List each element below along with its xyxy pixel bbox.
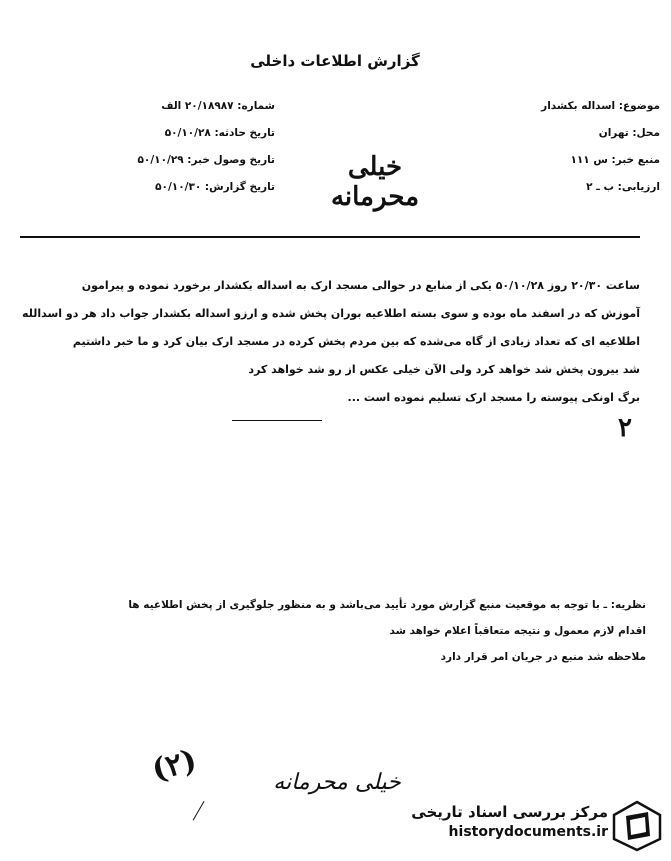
body-line: آموزش که در اسفند ماه بوده و سوی بسته اطلاعیه بوران پخش شده و ارزو اسداله بکشدار جواب داد هر دو اسدالله <box>22 307 640 320</box>
note-line: نظریه: ـ با توجه به موقعیت منبع گزارش مورد تأیید می‌باشد و به منظور جلوگیری از پخش اطلاعیه ها <box>128 599 646 611</box>
header-divider <box>20 236 640 238</box>
handwritten-classification: خیلی محرمانه <box>273 770 401 795</box>
archive-watermark <box>388 802 608 842</box>
document-title: گزارش اطلاعات داخلی <box>250 52 420 70</box>
incident-date: تاریخ حادثه: ۵۰/۱۰/۲۸ <box>164 127 275 139</box>
handwritten-underline <box>232 420 322 421</box>
handwritten-stroke <box>193 801 206 821</box>
body-line: برگ اونکی پیوسته را مسجد ارک تسلیم نموده است ... <box>347 391 640 404</box>
margin-note: ۲ <box>618 413 632 443</box>
evaluation-field: ارزیابی: ب ـ ۲ <box>586 181 660 193</box>
source-field: منبع خبر: س ۱۱۱ <box>570 154 660 166</box>
note-line: اقدام لازم معمول و نتیجه متعاقباً اعلام خواهد شد <box>389 625 646 637</box>
watermark-title: مرکز بررسی اسناد تاریخی <box>411 803 608 821</box>
reference-metadata <box>60 93 275 201</box>
report-number: شماره: ۲۰/۱۸۹۸۷ الف <box>161 100 275 112</box>
handwritten-page-number: (۲) <box>148 742 201 789</box>
receipt-date: تاریخ وصول خبر: ۵۰/۱۰/۲۹ <box>137 154 275 166</box>
archive-logo-icon <box>612 800 662 852</box>
location-field: محل: تهران <box>598 127 660 139</box>
assessment-note <box>40 592 646 670</box>
body-line: اطلاعیه ای که تعداد زیادی از گاه می‌شده که بین مردم پخش کرده در مسجد ارک بیان کرد و ما خبر داشتیم <box>72 335 640 348</box>
report-body <box>18 272 640 412</box>
body-line: ساعت ۲۰/۳۰ روز ۵۰/۱۰/۲۸ یکی از منابع در حوالی مسجد ارک به اسداله بکشدار برخورد نموده و پیرامون <box>81 279 640 292</box>
report-date: تاریخ گزارش: ۵۰/۱۰/۳۰ <box>155 181 275 193</box>
watermark-url: historydocuments.ir <box>448 824 608 840</box>
body-line: شد بیرون پخش شد خواهد کرد ولی الآن خیلی عکس از رو شد خواهد کرد <box>248 363 640 376</box>
subject-metadata <box>420 93 660 201</box>
subject-field: موضوع: اسداله بکشدار <box>541 100 660 112</box>
classification-stamp: خیلی محرمانه <box>330 152 420 212</box>
note-line: ملاحظه شد منبع در جریان امر قرار دارد <box>440 651 646 663</box>
